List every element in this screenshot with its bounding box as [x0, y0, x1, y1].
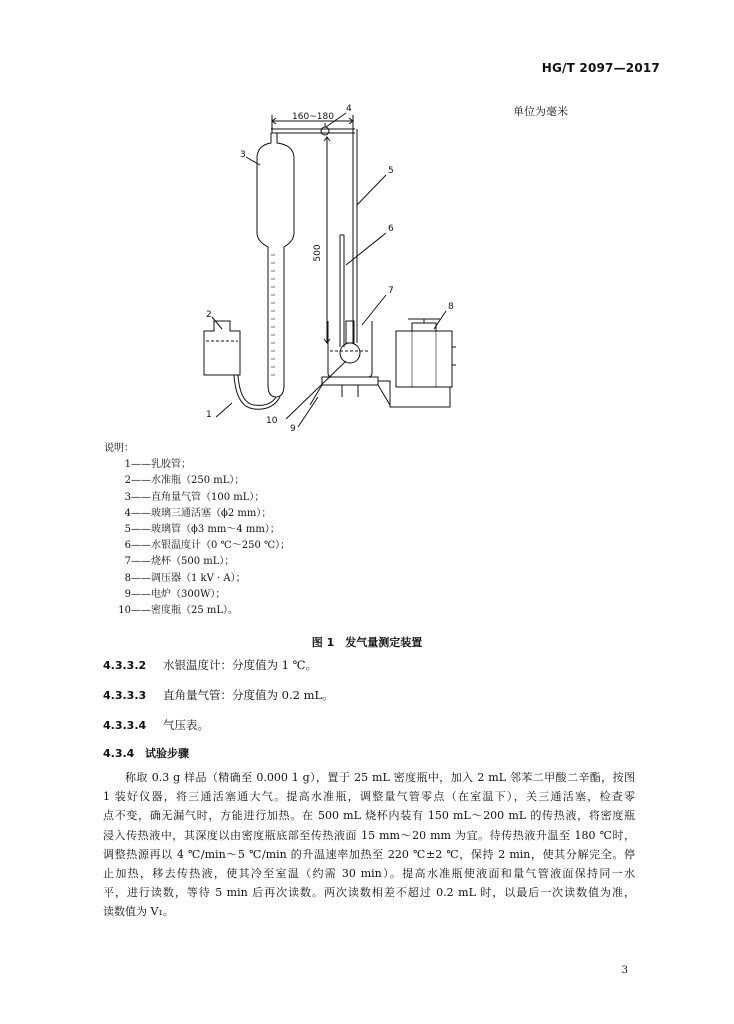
callout-3: 3 [240, 150, 246, 160]
clause-4-3-3-4: 4.3.3.4 气压表。 [103, 718, 209, 732]
test-procedure-paragraph [103, 768, 635, 922]
callout-1: 1 [206, 410, 212, 420]
apparatus-figure [150, 85, 490, 435]
section-heading: 4.3.4 试验步骤 [103, 747, 189, 760]
dimension-width-label: 160~180 [292, 112, 334, 122]
paragraph-line: 浸入传热液中，其深度以由密度瓶底部至传热液面 15 mm～20 mm 为宜。待传热液升温至 180 ℃时， [103, 828, 635, 842]
legend-row: 5——玻璃管（ϕ3 mm～4 mm）； [124, 524, 280, 536]
three-way-stopcock [321, 127, 329, 135]
gas-burette [257, 133, 294, 397]
beaker [328, 321, 372, 377]
callout-7: 7 [388, 286, 394, 296]
paragraph-line: 调整热源再以 4 ℃/min～5 ℃/min 的升温速率加热至 220 ℃±2 ℃，保持 2 min，使其分解完全。停 [103, 847, 635, 861]
callout-5: 5 [388, 166, 394, 176]
paragraph-line: 点不变，确无漏气时，方能进行加热。在 500 mL 烧杯内装有 150 mL～200 mL 的传热液，将密度瓶 [103, 809, 635, 823]
electric-furnace [322, 377, 378, 385]
legend-row: 6——水银温度计（0 ℃～250 ℃）； [124, 540, 291, 552]
paragraph-line: 平，进行读数，等待 5 min 后再次读数。两次读数相差不超过 0.2 mL 时，以最后一次读数值为准， [103, 886, 635, 900]
legend-row: 1——乳胶管； [124, 459, 191, 471]
callout-10: 10 [266, 416, 278, 426]
paragraph-line: 称取 0.3 g 样品（精确至 0.000 1 g），置于 25 mL 密度瓶中，加入 2 mL 邻苯二甲酸二辛酯，按图 [125, 771, 635, 784]
apparatus-diagram [150, 85, 490, 435]
callout-4: 4 [346, 104, 352, 114]
standard-code: HG/T 2097—2017 [541, 61, 660, 75]
voltage-regulator [396, 331, 452, 387]
paragraph-line: 止加热，移去传热液，使其冷至室温（约需 30 min）。提高水准瓶使液面和量气管液面保持同一水 [103, 867, 635, 881]
legend-row: 8——调压器（1 kV · A）； [124, 572, 246, 584]
legend-row: 10——密度瓶（25 mL）。 [118, 605, 239, 617]
legend-row: 2——水准瓶（250 mL）； [124, 475, 245, 487]
clause-4-3-3-2: 4.3.3.2 水银温度计：分度值为 1 ℃。 [103, 658, 317, 672]
callout-6: 6 [388, 224, 394, 234]
clause-4-3-3-3: 4.3.3.3 直角量气管：分度值为 0.2 mL。 [103, 688, 334, 702]
legend-title: 说明： [104, 443, 134, 454]
figure-caption: 图 1 发气量测定装置 [311, 636, 423, 649]
dimension-height-label: 500 [313, 244, 323, 262]
callout-2: 2 [206, 310, 212, 320]
unit-note: 单位为毫米 [513, 105, 568, 118]
page-number: 3 [621, 965, 628, 976]
callout-9: 9 [290, 424, 296, 434]
legend-row: 4——玻璃三通活塞（ϕ2 mm）； [124, 507, 272, 519]
level-bottle [204, 321, 240, 375]
legend-row: 7——烧杯（500 mL）； [124, 556, 235, 568]
callout-8: 8 [448, 302, 454, 312]
rubber-tube [238, 375, 276, 405]
legend-row: 3——直角量气管（100 mL）； [124, 491, 265, 503]
legend-row: 9——电炉（300W）； [124, 588, 226, 600]
density-bottle [340, 343, 360, 363]
paragraph-line: 1 装好仪器，将三通活塞通大气。提高水准瓶，调整量气管零点（在室温下），关三通活塞，检查零 [103, 790, 635, 804]
paragraph-line: 读数值为 V₁。 [103, 905, 174, 919]
figure-legend [104, 441, 290, 619]
